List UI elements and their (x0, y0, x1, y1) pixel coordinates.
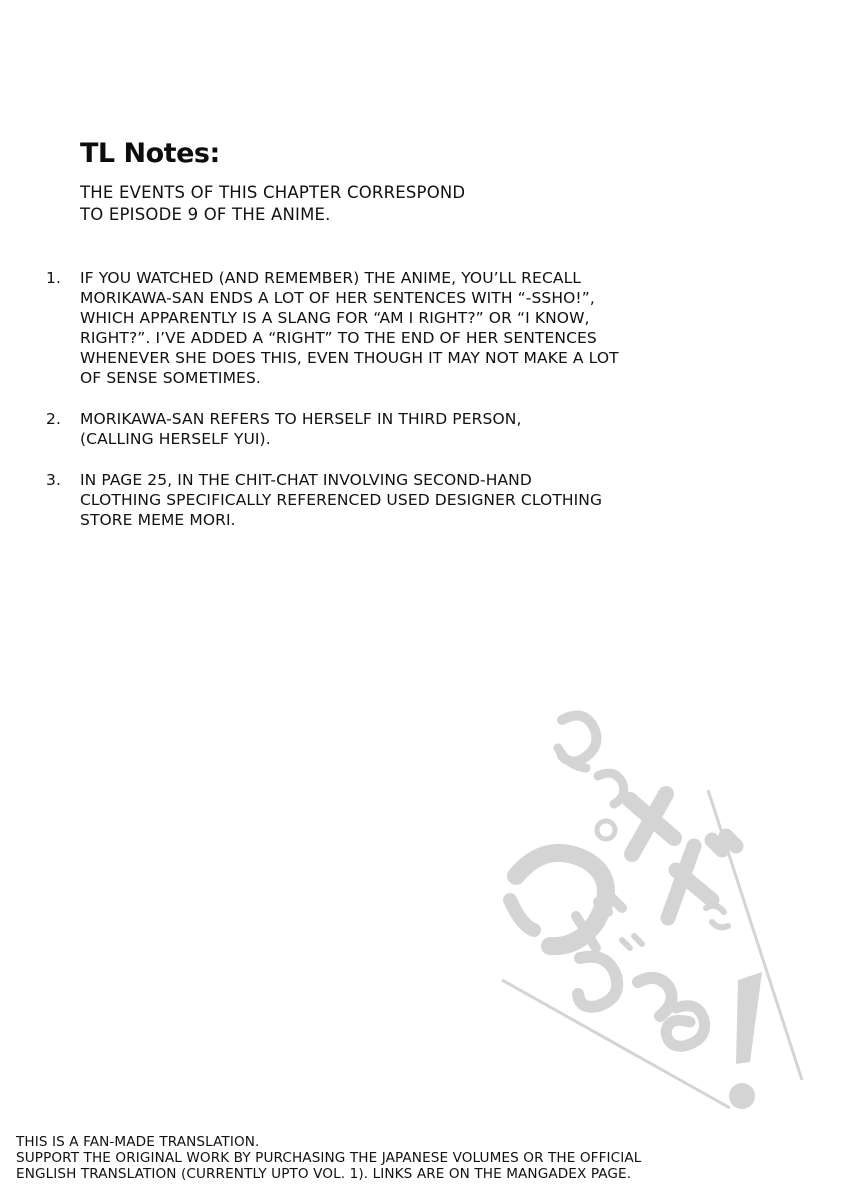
note-number: 2. (46, 410, 61, 428)
note-line: WHENEVER SHE DOES THIS, EVEN THOUGH IT MAY NOT MAKE A LOT (80, 349, 619, 367)
footer-disclaimer (16, 1134, 836, 1182)
footer-line: ENGLISH TRANSLATION (CURRENTLY UPTO VOL. 1). LINKS ARE ON THE MANGADEX PAGE. (16, 1166, 632, 1182)
note-item (46, 470, 766, 530)
footer-line: SUPPORT THE ORIGINAL WORK BY PURCHASING THE JAPANESE VOLUMES OR THE OFFICIAL (16, 1150, 642, 1166)
intro-line: THE EVENTS OF THIS CHAPTER CORRESPOND (80, 183, 466, 202)
note-item (46, 409, 766, 449)
note-line: (CALLING HERSELF YUI). (80, 430, 271, 448)
intro-text (80, 182, 780, 226)
page-title: TL Notes: (80, 138, 220, 169)
note-item (46, 268, 766, 388)
note-line: CLOTHING SPECIFICALLY REFERENCED USED DESIGNER CLOTHING (80, 491, 603, 509)
intro-line: TO EPISODE 9 OF THE ANIME. (80, 205, 331, 224)
note-line: MORIKAWA-SAN ENDS A LOT OF HER SENTENCES WITH “-SSHO!”, (80, 289, 595, 307)
series-logo-watermark (480, 690, 820, 1130)
note-line: OF SENSE SOMETIMES. (80, 369, 261, 387)
note-number: 1. (46, 269, 61, 287)
footer-line: THIS IS A FAN-MADE TRANSLATION. (16, 1134, 260, 1150)
note-line: RIGHT?”. I’VE ADDED A “RIGHT” TO THE END OF HER SENTENCES (80, 329, 597, 347)
note-line: STORE MEME MORI. (80, 511, 236, 529)
note-line: IN PAGE 25, IN THE CHIT-CHAT INVOLVING SECOND-HAND (80, 471, 532, 489)
note-line: WHICH APPARENTLY IS A SLANG FOR “AM I RIGHT?” OR “I KNOW, (80, 309, 590, 327)
notes-list (46, 268, 766, 551)
note-line: MORIKAWA-SAN REFERS TO HERSELF IN THIRD PERSON, (80, 410, 522, 428)
note-number: 3. (46, 471, 61, 489)
note-line: IF YOU WATCHED (AND REMEMBER) THE ANIME, YOU’LL RECALL (80, 269, 582, 287)
